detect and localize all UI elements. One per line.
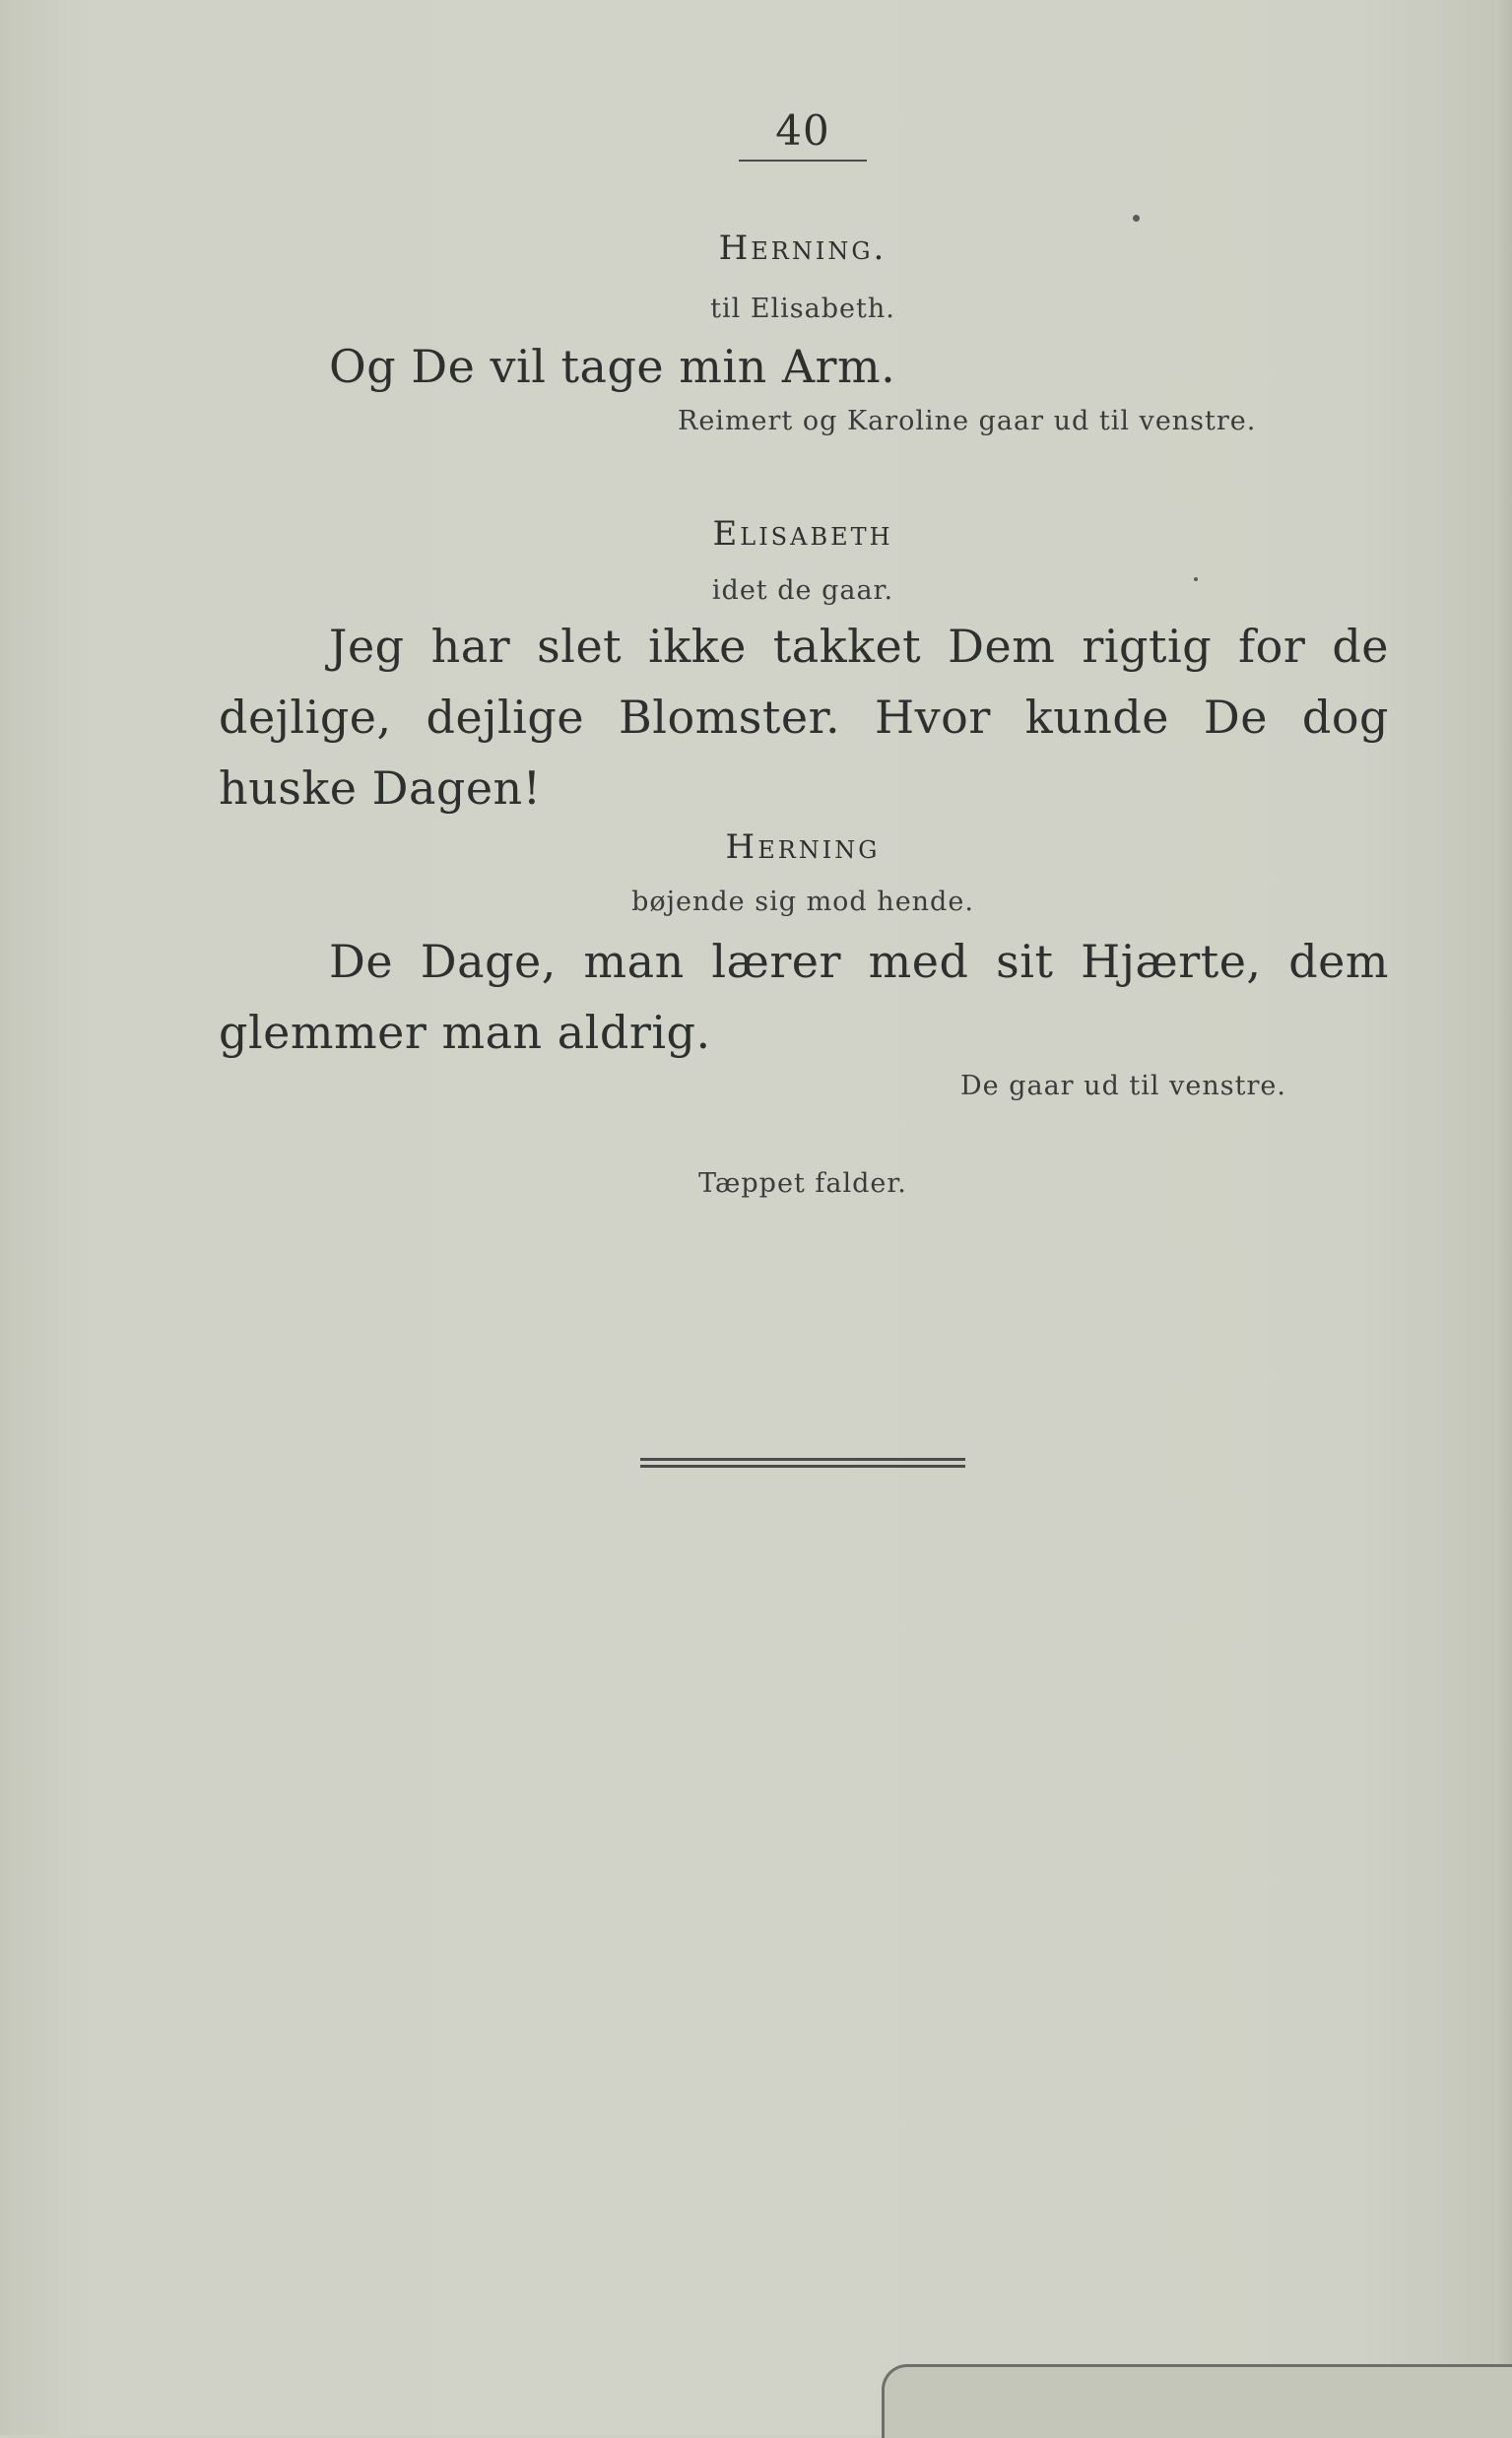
- speaker-direction: til Elisabeth.: [710, 294, 895, 324]
- stage-direction: Reimert og Karoline gaar ud til venstre.: [678, 406, 1257, 436]
- stage-direction: De gaar ud til venstre.: [960, 1071, 1286, 1101]
- speaker-name: Herning: [725, 827, 881, 867]
- end-of-act-rule: [640, 1458, 965, 1468]
- page-corner-tab: [882, 2364, 1512, 2438]
- speaker-name: Herning.: [718, 229, 887, 268]
- page-number-underline: [739, 160, 867, 162]
- speaker-direction: bøjende sig mod hende.: [631, 887, 974, 917]
- speech-text: Jeg har slet ikke takket Dem rigtig for de dejlige, dejlige Blomster. Hvor kunde De dog huske Dagen!: [219, 620, 1389, 815]
- speaker-direction: idet de gaar.: [711, 575, 894, 606]
- ink-speck: [1194, 577, 1198, 581]
- speaker-name: Elisabeth: [712, 514, 893, 554]
- speech-text: Og De vil tage min Arm.: [329, 340, 896, 393]
- page-edge-shadow: [1494, 0, 1512, 2435]
- curtain-falls: Tæppet falder.: [698, 1168, 907, 1199]
- ink-speck: [1133, 215, 1140, 222]
- page-number: 40: [775, 106, 830, 155]
- speech-text: De Dage, man lærer med sit Hjærte, dem glemmer man aldrig.: [219, 935, 1389, 1059]
